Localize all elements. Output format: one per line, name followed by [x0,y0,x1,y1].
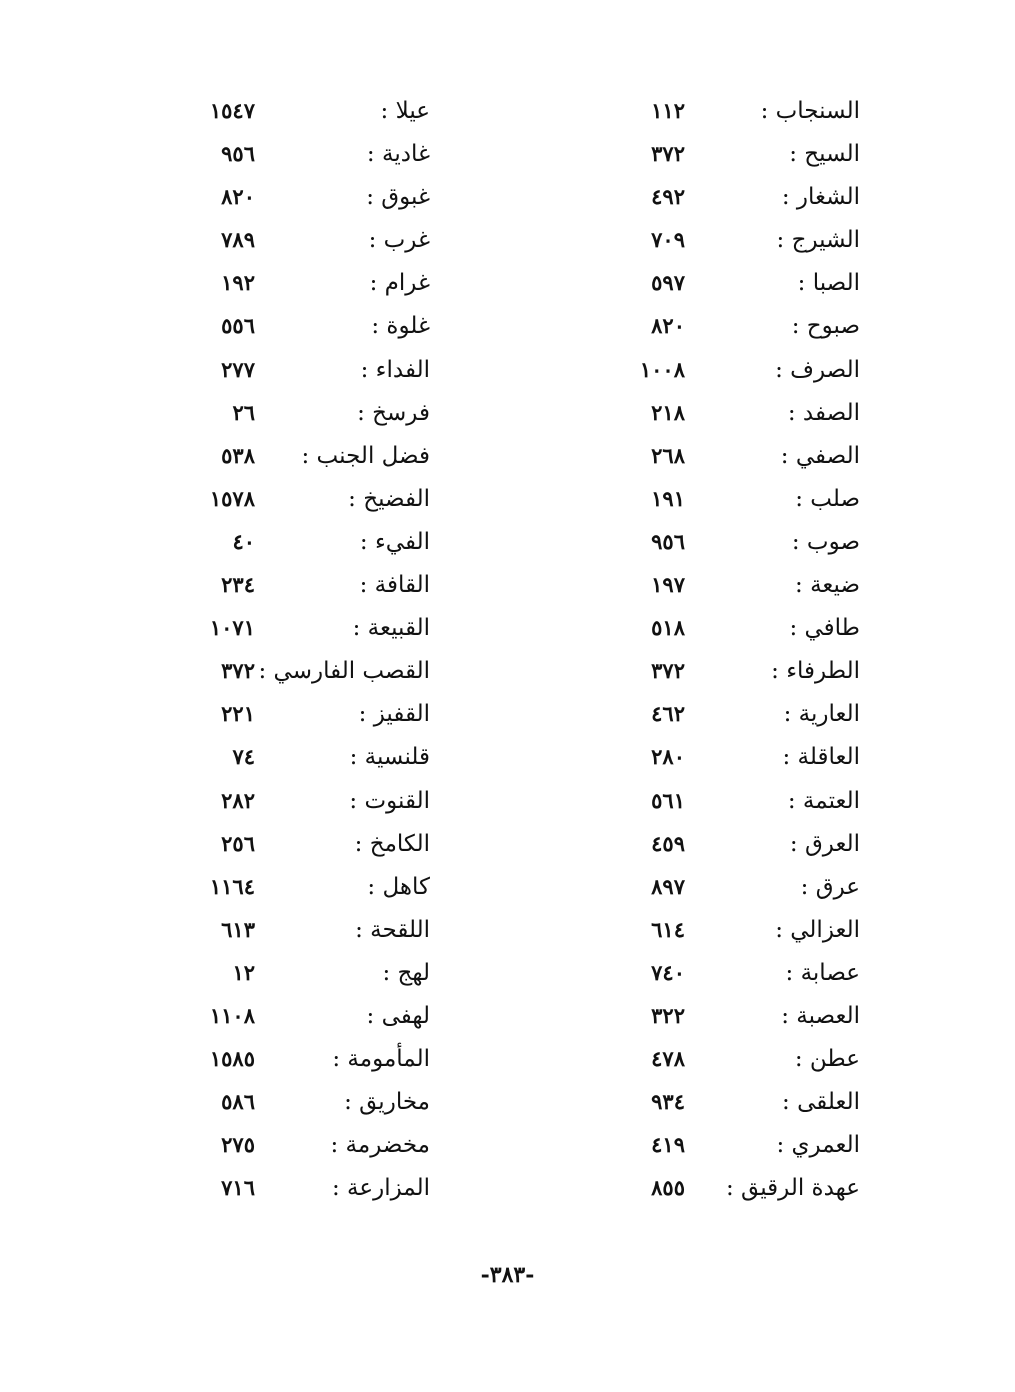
index-term: العزالي : [775,916,860,943]
index-term: الصبا : [797,270,860,297]
index-page-number: ٣٧٢ [651,141,685,167]
index-term: عطن : [794,1046,860,1073]
index-term: صبوح : [791,313,860,340]
index-term: عيلا : [380,98,430,124]
index-page-number: ٨٩٧ [651,873,685,899]
index-term: صلب : [795,485,860,512]
index-term: العرق : [789,830,860,857]
index-page-number: ٩٥٦ [651,528,685,554]
index-entry [560,480,880,523]
index-entry [170,394,490,437]
index-page-number: ١٩٧ [651,572,685,598]
index-term: المزارعة : [332,1175,430,1202]
index-term: لهفى : [366,1002,430,1029]
index-term: الصفي : [780,442,860,469]
index-page-number: ٢٦٨ [651,442,685,468]
index-entry [560,178,880,221]
index-page-number: ٨٢٠ [221,184,255,210]
index-term: الطرفاء : [771,658,860,685]
index-entry [560,221,880,264]
index-page-number: ٧٤٠ [651,959,685,985]
index-page-number: ٥٦١ [651,787,685,813]
index-entry [560,394,880,437]
index-entry [560,1040,880,1083]
index-entry [170,1083,490,1126]
index-entry [170,1169,490,1212]
index-term: ضيعة : [795,572,860,599]
index-page-number: ٢٦ [232,399,255,425]
index-entry [170,178,490,221]
index-page-number: ٧١٦ [221,1175,255,1201]
index-page-number: ٥٥٦ [221,313,255,339]
index-term: القصب الفارسي : [258,658,430,685]
index-page-number: ٨٥٥ [651,1175,685,1201]
index-entry [560,437,880,480]
index-entry [170,997,490,1040]
index-page-number: ٤٧٨ [651,1046,685,1072]
index-term: الفداء : [360,356,430,383]
index-entry [170,264,490,307]
index-entry [560,825,880,868]
index-term: العلقى : [782,1089,860,1116]
index-entry [560,695,880,738]
index-term: لهج : [382,959,430,986]
index-entry [560,1083,880,1126]
index-page-number: ٧٨٩ [221,227,255,253]
index-page-number: ٣٧٢ [221,658,255,684]
index-entry [560,954,880,997]
index-page-number: ٤٥٩ [651,830,685,856]
index-term: القفيز : [358,701,430,728]
index-entry [170,868,490,911]
index-entry [560,868,880,911]
index-page-number: ٩٣٤ [651,1089,685,1115]
index-term: العارية : [783,701,860,728]
index-term: قلنسية : [349,744,430,771]
index-page-number: ٤١٩ [651,1132,685,1158]
index-term: كاهل : [367,873,430,900]
index-term: الصفد : [787,399,860,426]
index-term: عرق : [800,873,860,900]
index-column-right [560,92,880,1212]
index-entry [170,221,490,264]
index-term: مخاريق : [344,1089,430,1116]
index-term: مخضرمة : [330,1132,430,1159]
index-entry [560,782,880,825]
index-term: الصرف : [775,356,860,383]
index-page-number: ٢٢١ [221,701,255,727]
index-term: صوب : [791,528,860,555]
index-entry [170,351,490,394]
index-term: غرام : [369,270,430,297]
index-entry [170,523,490,566]
index-term: فرسخ : [357,399,430,426]
index-term: العتمة : [787,787,860,814]
index-term: الكامخ : [354,830,430,857]
index-term: غلوة : [371,313,430,340]
index-entry [560,264,880,307]
index-entry [560,652,880,695]
index-page-number: ٤٦٢ [651,701,685,727]
index-entry [170,1126,490,1169]
index-page-number: ٣٢٢ [651,1002,685,1028]
index-entry [170,566,490,609]
index-entry [170,782,490,825]
index-entry [560,307,880,350]
index-term: المأمومة : [332,1046,430,1073]
index-entry [170,135,490,178]
index-page-number: ٩٥٦ [221,141,255,167]
index-page-number: ٧٤ [232,744,255,770]
index-page-number: ٢٨٢ [221,787,255,813]
index-term: غرب : [368,227,430,254]
index-term: السيح : [789,141,860,168]
index-column-left [170,92,490,1212]
index-page-number: ٧٠٩ [651,227,685,253]
index-term: غبوق : [366,184,430,211]
index-term: طافي : [789,615,860,642]
index-entry [170,480,490,523]
index-entry [560,135,880,178]
index-term: عهدة الرقيق : [725,1175,860,1202]
index-entry [170,652,490,695]
index-page-number: ٥٣٨ [221,442,255,468]
index-entry [560,911,880,954]
index-page-number: ٢٣٤ [221,572,255,598]
page-number: -٣٨٣- [480,1262,535,1288]
index-term: الفضيخ : [348,485,430,512]
index-term: عصابة : [785,959,860,986]
index-page-number: ٢٧٧ [221,356,255,382]
index-entry [170,825,490,868]
index-term: الفيء : [359,528,430,555]
index-page-number: ١٩٢ [221,270,255,296]
index-page-number: ٢٨٠ [651,744,685,770]
index-entry [560,738,880,781]
index-page-number: ١٥٧٨ [209,485,255,511]
index-page-number: ١٥٨٥ [209,1046,255,1072]
index-entry [560,1126,880,1169]
index-page-number: ١١٦٤ [209,873,255,899]
index-entry [170,911,490,954]
index-entry [170,307,490,350]
index-page-number: ٤٩٢ [651,184,685,210]
index-entry [560,92,880,135]
index-page-number: ١٠٠٨ [639,356,685,382]
index-term: الشغار : [781,184,860,211]
index-term: القبيعة : [352,615,430,642]
index-page-number: ٨٢٠ [651,313,685,339]
index-term: فضل الجنب : [301,442,430,469]
index-term: اللقحة : [355,916,430,943]
index-page-number: ١٥٤٧ [209,98,255,123]
index-entry [170,609,490,652]
index-term: غادية : [366,141,430,168]
index-page-number: ١٢ [232,959,255,985]
index-page-number: ٣٧٢ [651,658,685,684]
index-page-number: ٥١٨ [651,615,685,641]
index-page-number: ١٩١ [651,485,685,511]
index-page-number: ٦١٣ [221,916,255,942]
index-entry [170,954,490,997]
index-page-number: ٥٨٦ [221,1089,255,1115]
index-term: السنجاب : [760,98,860,124]
index-entry [170,1040,490,1083]
index-page-number: ٦١٤ [651,916,685,942]
index-entry [170,738,490,781]
index-term: العمري : [776,1132,860,1159]
index-entry [560,1169,880,1212]
index-page-number: ٢٥٦ [221,830,255,856]
index-entry [560,566,880,609]
index-page-number: ١١٠٨ [209,1002,255,1028]
index-entry [560,997,880,1040]
index-page-number: ٥٩٧ [651,270,685,296]
index-term: العصبة : [781,1002,860,1029]
index-entry [170,92,490,135]
index-entry [560,523,880,566]
index-term: العاقلة : [782,744,860,771]
index-page-number: ١٠٧١ [209,615,255,641]
index-entry [560,351,880,394]
index-term: الشيرج : [776,227,860,254]
index-page-number: ١١٢ [651,98,685,123]
index-page-number: ٤٠ [232,528,255,554]
index-entry [170,695,490,738]
index-entry [560,609,880,652]
index-term: القافة : [359,572,430,599]
index-page-number: ٢١٨ [651,399,685,425]
index-term: القنوت : [349,787,430,814]
index-entry [170,437,490,480]
index-page-number: ٢٧٥ [221,1132,255,1158]
